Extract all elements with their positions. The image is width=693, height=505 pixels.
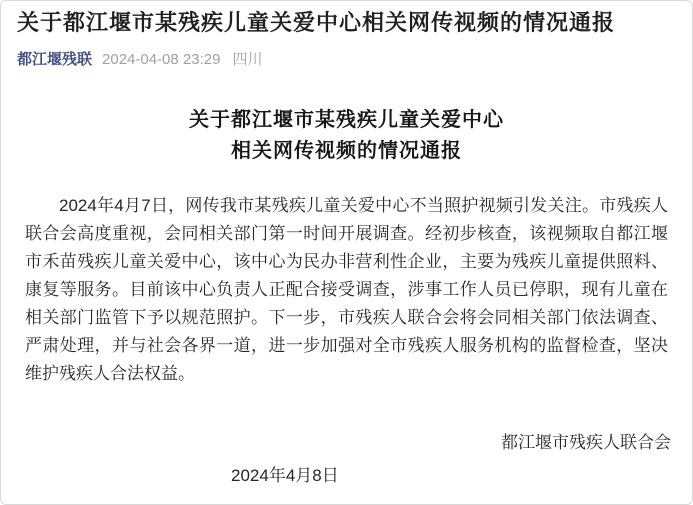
post-header <box>1 1 692 69</box>
notice-heading-line2: 相关网传视频的情况通报 <box>231 139 462 162</box>
notice-heading-line1: 关于都江堰市某残疾儿童关爱中心 <box>189 108 504 131</box>
notice-document <box>1 105 692 487</box>
post-region: 四川 <box>232 50 263 68</box>
post-meta <box>17 51 676 69</box>
notice-heading <box>1 105 692 167</box>
notice-body: 2024年4月7日，网传我市某残疾儿童关爱中心不当照护视频引发关注。市残疾人联合会高度重视，会同相关部门第一时间开展调查。经初步核查，该视频取自都江堰市禾苗残疾儿童关爱中心，该中心为民办非营利性企业，主要为残疾儿童提供照料、康复等服务。目前该中心负责人正配合接受调查，涉事工作人员已停职，现有儿童在相关部门监管下予以规范照护。下一步，市残疾人联合会将会同相关部门依法调查、严肃处理，并与社会各界一道，进一步加强对全市残疾人服务机构的监督检查，坚决维护残疾人合法权益。 <box>25 195 668 383</box>
author-link[interactable]: 都江堰残联 <box>17 50 93 68</box>
post-title: 关于都江堰市某残疾儿童关爱中心相关网传视频的情况通报 <box>17 10 616 35</box>
notice-date: 2024年4月8日 <box>231 465 339 485</box>
post-timestamp: 2024-04-08 23:29 <box>102 50 221 68</box>
notice-signature: 都江堰市残疾人联合会 <box>501 432 671 452</box>
